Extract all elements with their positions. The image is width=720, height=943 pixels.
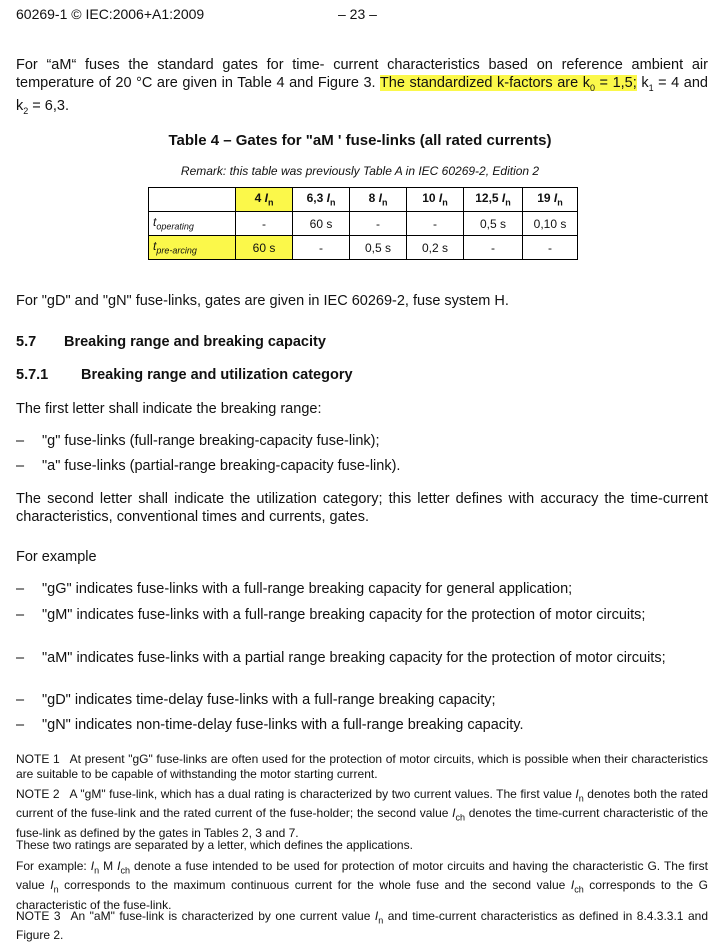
table-cell: 0,5 s xyxy=(464,212,523,236)
table-corner-cell xyxy=(149,188,236,212)
example-2: For example: $I_n$ M $I_{ch}$ denote a fuse intended to be used for protection of motor circuits and having the characteristic G. The first value $I_n$ corresponds to the maximum continuous current for the whole fuse and the second value $I_{ch}$ corresponds to the G characteristic of the fuse-link. xyxy=(16,859,708,912)
note-3: NOTE 3 An "aM" fuse-link is characterized by one current value $I_n$ and time-current characteristics as defined in 8.4.3.3.1 and Figure 2. xyxy=(16,909,708,943)
table-cell: - xyxy=(293,236,350,260)
gd-paragraph: For "gD" and "gN" fuse-links, gates are given in IEC 60269-2, fuse system H. xyxy=(16,293,509,309)
first-letter-paragraph: The first letter shall indicate the breaking range: xyxy=(16,401,322,417)
list-item: – "aM" indicates fuse-links with a partial range breaking capacity for the protection of motor circuits; xyxy=(16,650,666,666)
k-factor-highlight: The standardized k-factors are $k_0 = 1,5$; xyxy=(379,75,637,93)
col-header: 10 $I_n$ xyxy=(407,188,464,212)
page-number: – 23 – xyxy=(338,6,377,22)
list-item: – "gG" indicates fuse-links with a full-range breaking capacity for general application; xyxy=(16,581,573,597)
subsection-heading: 5.7.1 Breaking range and utilization category xyxy=(16,367,353,383)
note-1: NOTE 1 At present "gG" fuse-links are often used for the protection of motor circuits, which is possible when their characteristics are suitable to be capable of withstanding the motor starting current. xyxy=(16,752,709,781)
col-header: 8 $I_n$ xyxy=(350,188,407,212)
list-item: – "gN" indicates non-time-delay fuse-links with a full-range breaking capacity. xyxy=(16,717,524,733)
table-cell: 0,10 s xyxy=(523,212,578,236)
table-cell: - xyxy=(464,236,523,260)
row-header: $t_{operating}$ xyxy=(149,212,236,236)
list-item: – "g" fuse-links (full-range breaking-capacity fuse-link); xyxy=(16,433,380,449)
note-2: NOTE 2 A "gM" fuse-link, which has a dual rating is characterized by two current values. The first value $I_n$ denotes both the rated current of the fuse-link and the rated current of the fuse-holder; the second value $I_{ch}$ denotes the time-current characteristic of the fuse-link as defined by the gates in Tables 2, 3 and 7. xyxy=(16,787,709,840)
table-row xyxy=(149,236,578,260)
row-header: $t_{pre-arcing}$ xyxy=(149,236,236,260)
list-item: – "gD" indicates time-delay fuse-links with a full-range breaking capacity; xyxy=(16,692,496,708)
ratings-separator-text: These two ratings are separated by a letter, which defines the applications. xyxy=(16,838,413,852)
table-cell: 60 s xyxy=(293,212,350,236)
gates-table xyxy=(148,187,578,260)
col-header: 19 $I_n$ xyxy=(523,188,578,212)
col-header: 12,5 $I_n$ xyxy=(464,188,523,212)
doc-id: 60269-1 © IEC:2006+A1:2009 xyxy=(16,6,205,22)
table-row xyxy=(149,212,578,236)
list-item: – "a" fuse-links (partial-range breaking-capacity fuse-link). xyxy=(16,458,401,474)
table-cell: - xyxy=(350,212,407,236)
table-cell: 0,5 s xyxy=(350,236,407,260)
col-header: 4 $I_n$ xyxy=(236,188,293,212)
list-item: – "gM" indicates fuse-links with a full-range breaking capacity for the protection of motor circuits; xyxy=(16,607,646,623)
table-cell: 60 s xyxy=(236,236,293,260)
intro-paragraph: For “aM“ fuses the standard gates for time- current characteristics based on reference ambient air temperature of 20 °C are given in Table 4 and Figure 3. The standardized k-factors are $k_0 = 1,5$; $k_1 = 4$ and $k_2 = 6,3$. xyxy=(16,57,708,116)
table-remark: Remark: this table was previously Table A in IEC 60269-2, Edition 2 xyxy=(180,164,540,178)
table-caption: Table 4 – Gates for "aM ' fuse-links (all rated currents) xyxy=(168,132,552,149)
second-letter-paragraph: The second letter shall indicate the utilization category; this letter defines with accuracy the time-current characteristics, conventional times and currents, gates. xyxy=(16,491,708,525)
table-cell: - xyxy=(407,212,464,236)
intro-text: For “aM“ fuses the standard gates for time- current characteristics based on reference ambient air temperature of 20 °C are given in Table 4 and Figure 3. xyxy=(16,57,708,91)
table-header-row xyxy=(149,188,578,212)
table-cell: 0,2 s xyxy=(407,236,464,260)
table-cell: - xyxy=(236,212,293,236)
section-heading: 5.7 Breaking range and breaking capacity xyxy=(16,334,326,350)
for-example-label: For example xyxy=(16,549,97,565)
table-cell: - xyxy=(523,236,578,260)
col-header: 6,3 $I_n$ xyxy=(293,188,350,212)
